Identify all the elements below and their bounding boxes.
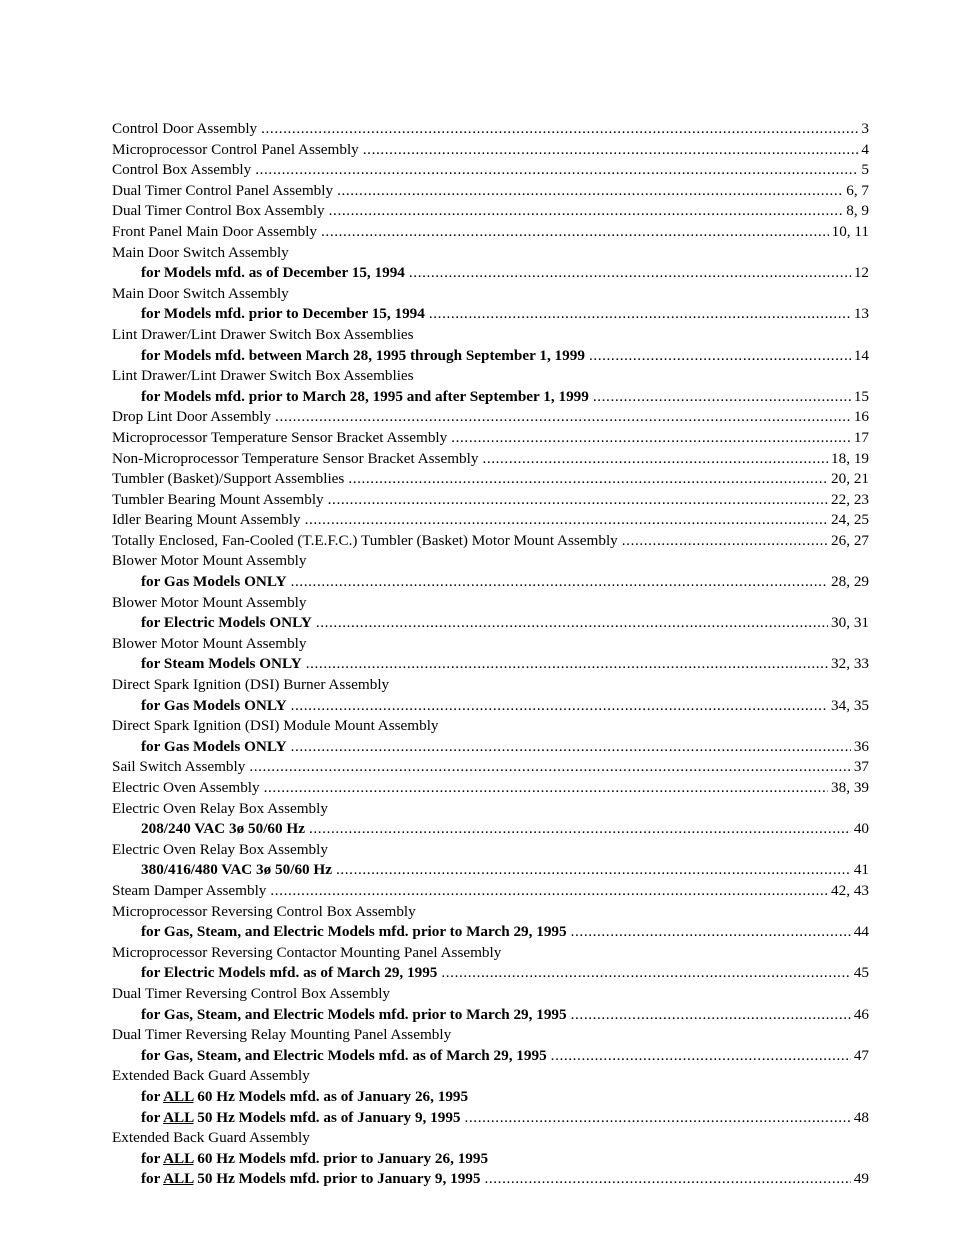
toc-page-number: 37 xyxy=(853,758,869,776)
toc-entry xyxy=(112,407,869,428)
dot-leader xyxy=(261,119,858,140)
toc-entry-title: for Gas, Steam, and Electric Models mfd. prior to March 29, 1995 xyxy=(141,923,567,941)
toc-entry xyxy=(112,778,869,799)
toc-entry-title: for Gas, Steam, and Electric Models mfd. prior to March 29, 1995 xyxy=(141,1005,567,1023)
toc-entry-title: Dual Timer Reversing Relay Mounting Panel Assembly xyxy=(112,1026,452,1044)
toc-entry-title-suffix: 50 Hz Models mfd. prior to January 9, 1995 xyxy=(193,1170,481,1188)
toc-entry-title: Tumbler (Basket)/Support Assemblies xyxy=(112,470,345,488)
toc-page-number: 30, 31 xyxy=(831,614,869,632)
toc-entry-title: Blower Motor Mount Assembly xyxy=(112,634,307,652)
toc-subentry xyxy=(112,1149,869,1170)
toc-page-number: 40 xyxy=(853,820,869,838)
toc-entry-title-suffix: 50 Hz Models mfd. as of January 9, 1995 xyxy=(193,1108,461,1126)
toc-entry xyxy=(112,634,869,655)
dot-leader xyxy=(429,304,851,325)
dot-leader xyxy=(316,613,828,634)
toc-entry-title: Front Panel Main Door Assembly xyxy=(112,222,318,240)
dot-leader xyxy=(264,778,828,799)
dot-leader xyxy=(328,490,828,511)
toc-entry-title-underlined: ALL xyxy=(163,1149,194,1167)
toc-entry-title: Extended Back Guard Assembly xyxy=(112,1067,310,1085)
toc-entry-title: Non-Microprocessor Temperature Sensor Bracket Assembly xyxy=(112,449,479,467)
toc-page-number: 46 xyxy=(853,1005,869,1023)
toc-entry-title: 380/416/480 VAC 3ø 50/60 Hz xyxy=(141,861,332,879)
toc-entry xyxy=(112,902,869,923)
toc-entry-title: for Gas Models ONLY xyxy=(141,573,287,591)
dot-leader xyxy=(551,1046,851,1067)
dot-leader xyxy=(441,963,850,984)
toc-page-number: 5 xyxy=(861,161,869,179)
dot-leader xyxy=(337,181,843,202)
toc-entry-title: Main Door Switch Assembly xyxy=(112,284,289,302)
toc-entry xyxy=(112,366,869,387)
toc-page-number: 41 xyxy=(853,861,869,879)
toc-entry-title: Lint Drawer/Lint Drawer Switch Box Assemblies xyxy=(112,325,414,343)
toc-entry-title: Electric Oven Relay Box Assembly xyxy=(112,799,328,817)
toc-entry-title: 208/240 VAC 3ø 50/60 Hz xyxy=(141,820,305,838)
dot-leader xyxy=(363,140,859,161)
toc-entry-title: Sail Switch Assembly xyxy=(112,758,246,776)
toc-subentry xyxy=(112,1046,869,1067)
dot-leader xyxy=(306,654,828,675)
dot-leader xyxy=(571,1005,851,1026)
toc-entry-title: Electric Oven Assembly xyxy=(112,779,260,796)
toc-entry-title: Main Door Switch Assembly xyxy=(112,243,289,261)
toc-page-number: 10, 11 xyxy=(831,222,869,240)
toc-page-number: 17 xyxy=(853,428,869,446)
toc-page-number: 28, 29 xyxy=(831,573,869,591)
toc-page-number: 15 xyxy=(853,387,869,405)
toc-entry xyxy=(112,201,869,222)
toc-subentry xyxy=(112,1108,869,1129)
toc-subentry xyxy=(112,613,869,634)
toc-page-number: 48 xyxy=(853,1108,869,1126)
toc-entry xyxy=(112,490,869,511)
toc-entry-title: for Electric Models ONLY xyxy=(141,614,312,632)
dot-leader xyxy=(336,860,851,881)
toc-entry-title: Totally Enclosed, Fan-Cooled (T.E.F.C.) Tumbler (Basket) Motor Mount Assembly xyxy=(112,531,618,549)
toc-entry-title xyxy=(141,1108,461,1129)
toc-entry xyxy=(112,428,869,449)
dot-leader xyxy=(451,428,851,449)
toc-entry xyxy=(112,593,869,614)
toc-entry-title: Lint Drawer/Lint Drawer Switch Box Assemblies xyxy=(112,367,414,385)
toc-entry-title: Dual Timer Reversing Control Box Assembly xyxy=(112,984,391,1002)
toc-entry xyxy=(112,840,869,861)
toc-entry-title: Idler Bearing Mount Assembly xyxy=(112,511,301,529)
toc-entry-title xyxy=(141,1169,480,1190)
dot-leader xyxy=(291,737,851,758)
toc-subentry xyxy=(112,1169,869,1190)
dot-leader xyxy=(465,1108,851,1129)
toc-subentry xyxy=(112,304,869,325)
toc-entry-title: Direct Spark Ignition (DSI) Module Mount Assembly xyxy=(112,717,439,735)
toc-entry-title: Steam Damper Assembly xyxy=(112,881,267,899)
toc-page-number: 8, 9 xyxy=(846,202,869,220)
dot-leader xyxy=(329,201,844,222)
dot-leader xyxy=(249,757,850,778)
toc-entry-title: for Steam Models ONLY xyxy=(141,655,302,673)
toc-entry-title-underlined: ALL xyxy=(163,1170,194,1188)
toc-subentry xyxy=(112,263,869,284)
toc-entry-title: Direct Spark Ignition (DSI) Burner Assembly xyxy=(112,676,390,694)
toc-entry-title-underlined: ALL xyxy=(163,1087,194,1105)
toc-page-number: 13 xyxy=(853,305,869,323)
toc-entry-title: Microprocessor Reversing Control Box Assembly xyxy=(112,902,416,920)
toc-entry-title: Microprocessor Control Panel Assembly xyxy=(112,140,359,158)
toc-entry xyxy=(112,243,869,264)
toc-page-number: 45 xyxy=(853,964,869,982)
toc-entry-title-prefix: for xyxy=(141,1108,164,1126)
dot-leader xyxy=(409,263,851,284)
dot-leader xyxy=(291,696,828,717)
dot-leader xyxy=(622,531,828,552)
toc-entry-title: Microprocessor Reversing Contactor Mounting Panel Assembly xyxy=(112,943,502,961)
dot-leader xyxy=(270,881,828,902)
toc-page-number: 47 xyxy=(853,1046,869,1064)
toc-entry-title-prefix: for xyxy=(141,1170,164,1188)
table-of-contents xyxy=(112,119,869,1190)
toc-entry xyxy=(112,943,869,964)
toc-entry-title-prefix: for xyxy=(141,1087,164,1105)
dot-leader xyxy=(484,1169,850,1190)
toc-entry-title: for Models mfd. as of December 15, 1994 xyxy=(141,264,405,282)
toc-subentry xyxy=(112,696,869,717)
toc-entry-title: Dual Timer Control Box Assembly xyxy=(112,202,325,220)
toc-subentry xyxy=(112,654,869,675)
toc-entry xyxy=(112,881,869,902)
toc-page-number: 44 xyxy=(853,923,869,941)
toc-entry-title: Dual Timer Control Panel Assembly xyxy=(112,181,334,199)
toc-entry-title: for Models mfd. prior to December 15, 1994 xyxy=(141,305,425,323)
toc-page-number: 42, 43 xyxy=(831,881,869,899)
toc-subentry xyxy=(112,963,869,984)
toc-subentry xyxy=(112,346,869,367)
toc-subentry xyxy=(112,572,869,593)
dot-leader xyxy=(348,469,828,490)
toc-entry xyxy=(112,119,869,140)
toc-page-number: 6, 7 xyxy=(846,181,869,199)
dot-leader xyxy=(255,160,858,181)
toc-entry-title: Control Door Assembly xyxy=(112,120,258,137)
dot-leader xyxy=(321,222,829,243)
toc-page-number: 3 xyxy=(861,120,869,137)
toc-page-number: 38, 39 xyxy=(831,779,869,796)
toc-entry-title xyxy=(141,1087,468,1108)
toc-entry-title: Blower Motor Mount Assembly xyxy=(112,593,307,611)
dot-leader xyxy=(309,819,851,840)
toc-entry xyxy=(112,160,869,181)
toc-entry xyxy=(112,1128,869,1149)
toc-entry-title: for Electric Models mfd. as of March 29, 1995 xyxy=(141,964,438,982)
toc-page-number: 32, 33 xyxy=(831,655,869,673)
toc-entry xyxy=(112,1066,869,1087)
toc-page-number: 26, 27 xyxy=(831,531,869,549)
toc-entry-title: Extended Back Guard Assembly xyxy=(112,1129,310,1147)
toc-entry xyxy=(112,675,869,696)
toc-page-number: 36 xyxy=(853,737,869,755)
toc-entry-title: for Gas Models ONLY xyxy=(141,737,287,755)
toc-entry-title: Microprocessor Temperature Sensor Bracket Assembly xyxy=(112,428,448,446)
dot-leader xyxy=(571,922,851,943)
toc-page-number: 12 xyxy=(853,264,869,282)
toc-entry-title: Tumbler Bearing Mount Assembly xyxy=(112,490,324,508)
toc-entry-title-prefix: for xyxy=(141,1149,164,1167)
toc-page-number: 20, 21 xyxy=(831,470,869,488)
toc-subentry xyxy=(112,1087,869,1108)
toc-entry xyxy=(112,222,869,243)
dot-leader xyxy=(291,572,828,593)
toc-entry xyxy=(112,716,869,737)
toc-entry xyxy=(112,325,869,346)
toc-page-number: 49 xyxy=(853,1170,869,1188)
dot-leader xyxy=(275,407,851,428)
dot-leader xyxy=(482,449,828,470)
toc-entry xyxy=(112,284,869,305)
toc-entry-title: Control Box Assembly xyxy=(112,161,252,179)
toc-entry xyxy=(112,757,869,778)
toc-entry xyxy=(112,140,869,161)
toc-entry xyxy=(112,449,869,470)
toc-page-number: 14 xyxy=(853,346,869,364)
toc-entry xyxy=(112,181,869,202)
toc-entry-title-suffix: 60 Hz Models mfd. as of January 26, 1995 xyxy=(193,1087,469,1105)
toc-subentry xyxy=(112,922,869,943)
toc-page-number: 4 xyxy=(861,140,869,158)
toc-subentry xyxy=(112,737,869,758)
toc-entry xyxy=(112,799,869,820)
dot-leader xyxy=(305,510,828,531)
toc-page-number: 18, 19 xyxy=(831,449,869,467)
toc-entry-title: Electric Oven Relay Box Assembly xyxy=(112,840,328,858)
toc-entry xyxy=(112,510,869,531)
toc-entry-title: for Models mfd. between March 28, 1995 through September 1, 1999 xyxy=(141,346,585,364)
toc-entry-title: for Models mfd. prior to March 28, 1995 and after September 1, 1999 xyxy=(141,387,589,405)
toc-subentry xyxy=(112,819,869,840)
toc-page-number: 22, 23 xyxy=(831,490,869,508)
toc-entry xyxy=(112,531,869,552)
toc-entry-title: Blower Motor Mount Assembly xyxy=(112,552,307,570)
toc-page-number: 34, 35 xyxy=(831,696,869,714)
toc-entry-title-underlined: ALL xyxy=(163,1108,194,1126)
toc-entry xyxy=(112,551,869,572)
toc-page-number: 24, 25 xyxy=(831,511,869,529)
toc-page-number: 16 xyxy=(853,408,869,426)
toc-entry xyxy=(112,469,869,490)
toc-entry-title-suffix: 60 Hz Models mfd. prior to January 26, 1995 xyxy=(193,1149,489,1167)
toc-subentry xyxy=(112,387,869,408)
toc-entry-title: for Gas Models ONLY xyxy=(141,696,287,714)
dot-leader xyxy=(593,387,851,408)
toc-entry-title: Drop Lint Door Assembly xyxy=(112,408,272,426)
toc-entry-title: for Gas, Steam, and Electric Models mfd. as of March 29, 1995 xyxy=(141,1046,547,1064)
toc-entry xyxy=(112,1025,869,1046)
toc-subentry xyxy=(112,860,869,881)
dot-leader xyxy=(589,346,851,367)
toc-entry xyxy=(112,984,869,1005)
toc-entry-title xyxy=(141,1149,488,1170)
toc-subentry xyxy=(112,1005,869,1026)
